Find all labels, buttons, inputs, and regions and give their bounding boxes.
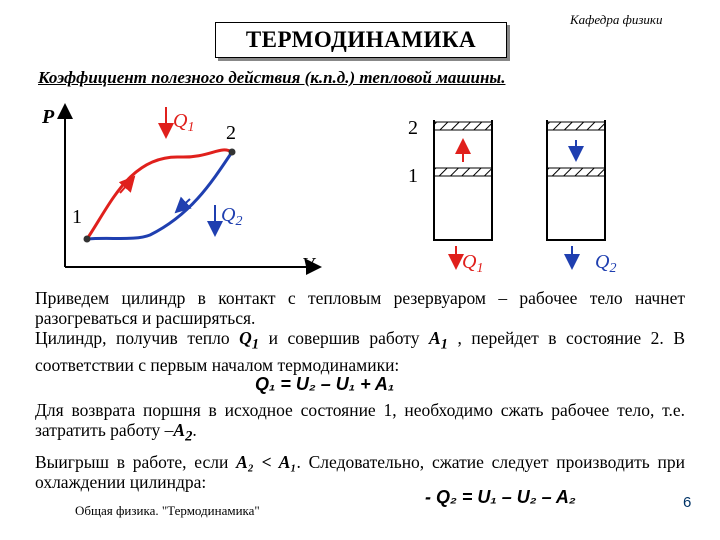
paragraph-return: Для возврата поршня в исходное состояние 1, необходимо сжать рабочее тело, т.е. затратить работу $-A_2$. (35, 400, 685, 445)
piston-position-2 (434, 122, 492, 130)
point-2-label: 2 (226, 122, 236, 144)
slide-subtitle: Коэффициент полезного действия (к.п.д.) тепловой машины. (38, 68, 506, 87)
paragraph-gain: Выигрыш в работе, если A₂ < A₁. Следовательно, сжатие следует производить при охлаждении цилиндра: (35, 452, 685, 492)
page-number: 6 (683, 494, 692, 511)
level-2-label: 2 (408, 117, 418, 139)
q2-label: $Q_2$ (221, 204, 243, 229)
expansion-path (87, 150, 232, 239)
v-axis-label: V (302, 254, 315, 275)
cyl-q2-label: $Q_2$ (595, 251, 617, 276)
paragraph-state-2: Цилиндр, получив тепло $Q_1$ и совершив работу $A_1$ , перейдет в состояние 2. В соответствии с первым началом термодинамики: (35, 328, 686, 375)
department-label: Кафедра физики (570, 12, 663, 27)
point-1-label: 1 (72, 206, 82, 228)
level-1-label: 1 (408, 165, 418, 187)
piston-bottom (547, 168, 605, 176)
p-axis-label: P (42, 106, 55, 128)
pv-diagram (30, 95, 330, 275)
cyl-q1-label: $Q_1$ (462, 251, 484, 276)
q1-label: $Q_1$ (173, 110, 195, 135)
state-point-2 (229, 149, 236, 156)
cooling-formula: - Q₂ = U₁ – U₂ – A₂ (425, 487, 576, 507)
first-law-formula: Q₁ = U₂ – U₁ + A₁ (255, 374, 395, 394)
footer-course: Общая физика. "Термодинамика" (75, 503, 260, 518)
cylinder-heating (434, 120, 492, 240)
cylinder-cooling (547, 120, 605, 240)
paragraph-heating: Приведем цилиндр в контакт с тепловым резервуаром – рабочее тело начнет разогреваться и расширяться. (35, 288, 685, 328)
compression-path (87, 152, 232, 239)
slide-title: ТЕРМОДИНАМИКА (215, 22, 507, 58)
state-point-1 (84, 236, 91, 243)
piston-position-1 (434, 168, 492, 176)
piston-top (547, 122, 605, 130)
cylinders-diagram (390, 100, 670, 280)
